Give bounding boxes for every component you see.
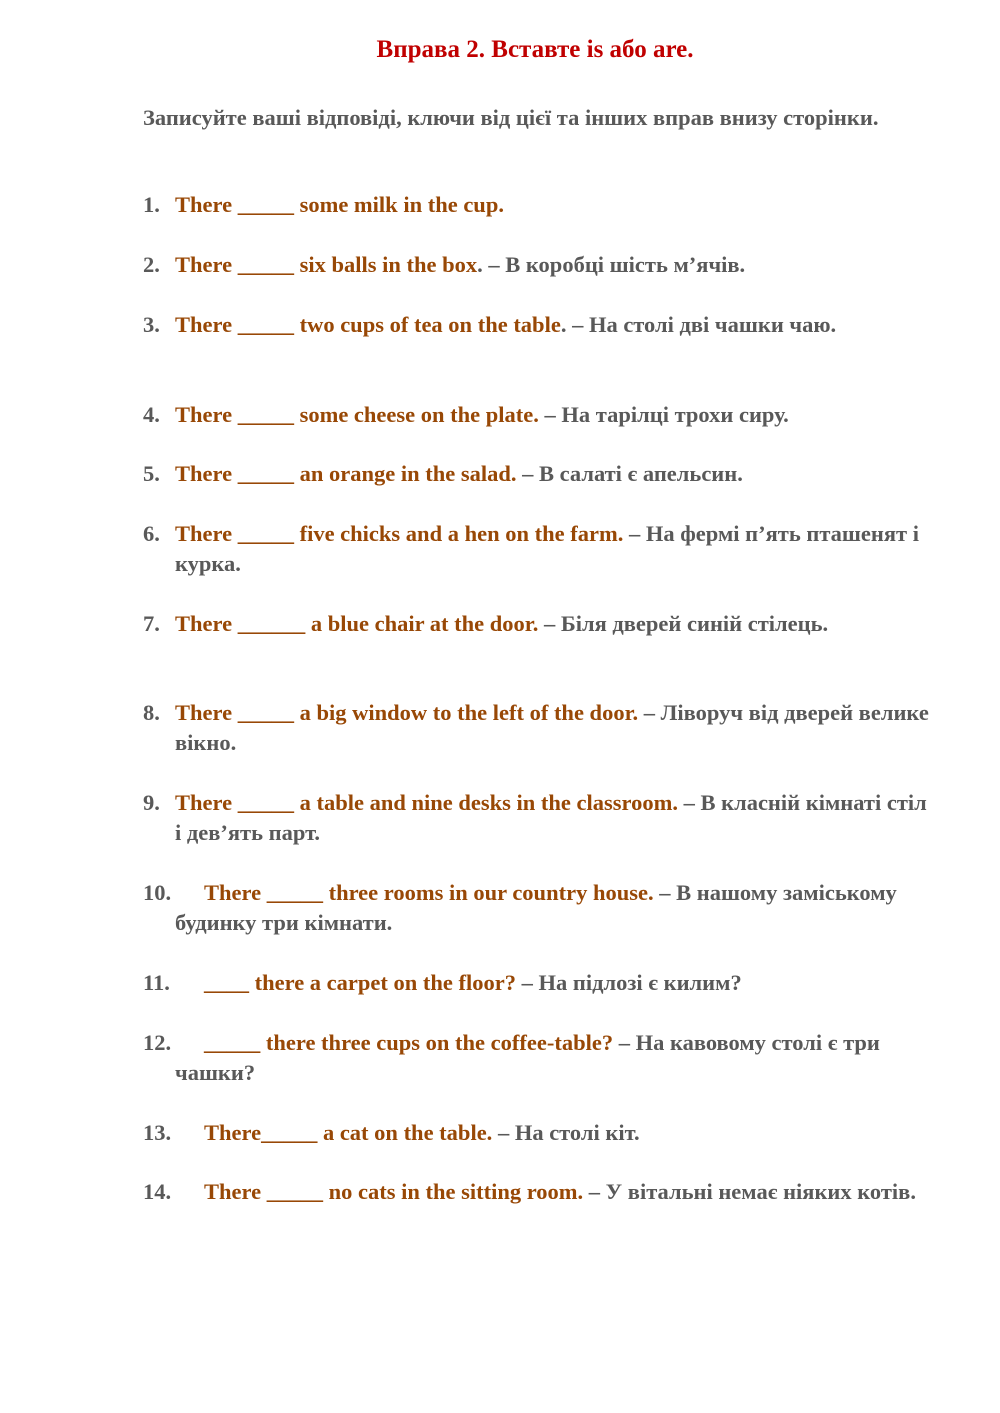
english-sentence: There _____ a big window to the left of the door. — [175, 700, 639, 725]
ukrainian-translation: – На тарілці трохи сиру. — [538, 402, 789, 427]
english-sentence: There _____ some milk in the cup. — [175, 192, 504, 217]
exercise-item-6 — [143, 519, 933, 579]
english-sentence: There _____ two cups of tea on the table — [175, 312, 561, 337]
exercise-item-14 — [143, 1177, 933, 1207]
english-sentence: There _____ some cheese on the plate. — [175, 402, 539, 427]
ukrainian-translation: . – На столі дві чашки чаю. — [560, 312, 837, 337]
english-sentence: There _____ three rooms in our country house. — [204, 880, 654, 905]
exercise-item-12 — [143, 1028, 933, 1088]
exercise-item-11 — [143, 968, 933, 998]
item-number: 3. — [143, 312, 160, 337]
item-number: 2. — [143, 252, 160, 277]
item-number: 14. — [143, 1179, 172, 1204]
ukrainian-translation: – У вітальні немає ніяких котів. — [583, 1179, 916, 1204]
exercise-item-9 — [143, 788, 933, 848]
english-sentence: There _____ six balls in the box — [175, 252, 478, 277]
exercise-item-4 — [143, 400, 933, 430]
instructions: Записуйте ваші відповіді, ключи від цієї та інших вправ внизу сторінки. — [143, 105, 879, 130]
ukrainian-translation: – В класній кімнаті стіл і дев’ять парт. — [175, 790, 927, 845]
item-number: 9. — [143, 790, 160, 815]
item-number: 12. — [143, 1030, 172, 1055]
item-number: 7. — [143, 611, 160, 636]
item-number: 4. — [143, 402, 160, 427]
english-sentence: There ______ a blue chair at the door. — [175, 611, 539, 636]
exercise-item-3 — [143, 310, 933, 340]
exercise-item-1 — [143, 190, 933, 220]
exercise-item-10 — [143, 878, 933, 938]
ukrainian-translation: – На фермі п’ять пташенят і курка. — [175, 521, 919, 576]
item-number: 13. — [143, 1120, 172, 1145]
ukrainian-translation: – Біля дверей синій стілець. — [538, 611, 829, 636]
ukrainian-translation: – На підлозі є килим? — [516, 970, 742, 995]
ukrainian-translation: – На кавовому столі є три чашки? — [175, 1030, 880, 1085]
exercise-item-13 — [143, 1118, 933, 1148]
exercise-item-5 — [143, 459, 933, 489]
item-number: 10. — [143, 880, 172, 905]
exercise-item-2 — [143, 250, 933, 280]
item-number: 5. — [143, 461, 160, 486]
english-sentence: There _____ an orange in the salad. — [175, 461, 517, 486]
ukrainian-translation: – В нашому заміському будинку три кімнати. — [175, 880, 897, 935]
item-number: 8. — [143, 700, 160, 725]
item-number: 11. — [143, 970, 170, 995]
ukrainian-translation: – На столі кіт. — [492, 1120, 640, 1145]
english-sentence: _____ there three cups on the coffee-table? — [204, 1030, 614, 1055]
exercise-title: Вправа 2. Вставте is або are. — [376, 36, 694, 63]
english-sentence: There _____ a table and nine desks in the classroom. — [175, 790, 678, 815]
english-sentence: ____ there a carpet on the floor? — [204, 970, 517, 995]
item-number: 6. — [143, 521, 160, 546]
english-sentence: There _____ no cats in the sitting room. — [204, 1179, 584, 1204]
ukrainian-translation: – Ліворуч від дверей велике вікно. — [175, 700, 929, 755]
ukrainian-translation: . – В коробці шість м’ячів. — [477, 252, 746, 277]
english-sentence: There_____ a cat on the table. — [204, 1120, 493, 1145]
exercise-item-8 — [143, 698, 933, 758]
english-sentence: There _____ five chicks and a hen on the farm. — [175, 521, 624, 546]
exercise-item-7 — [143, 609, 933, 639]
ukrainian-translation: – В салаті є апельсин. — [516, 461, 743, 486]
item-number: 1. — [143, 192, 160, 217]
